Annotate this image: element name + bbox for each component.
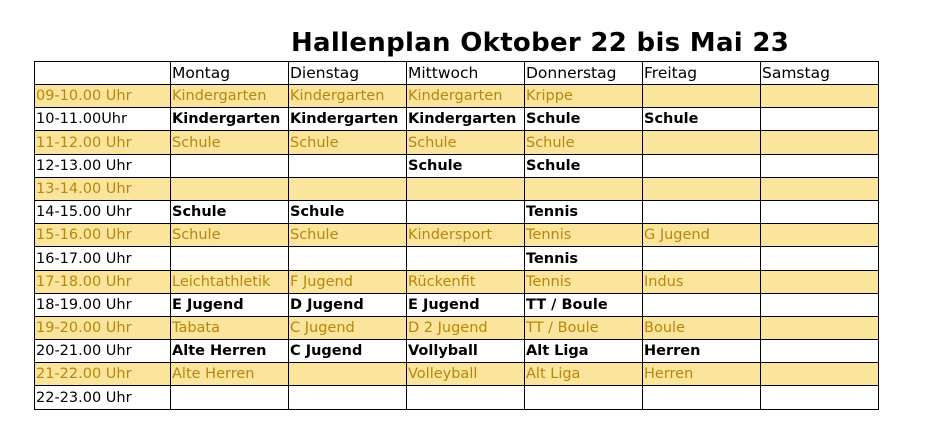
header-day: Montag bbox=[171, 62, 289, 85]
time-slot-cell: 13-14.00 Uhr bbox=[35, 177, 171, 200]
schedule-cell-dienstag: Kindergarten bbox=[289, 85, 407, 108]
schedule-cell-montag: Kindergarten bbox=[171, 85, 289, 108]
schedule-cell-mittwoch: Vollyball bbox=[407, 340, 525, 363]
schedule-cell-mittwoch bbox=[407, 247, 525, 270]
time-slot-cell: 15-16.00 Uhr bbox=[35, 224, 171, 247]
schedule-cell-mittwoch: E Jugend bbox=[407, 293, 525, 316]
schedule-cell-donnerstag bbox=[525, 177, 643, 200]
time-slot-cell: 21-22.00 Uhr bbox=[35, 363, 171, 386]
schedule-cell-freitag bbox=[643, 293, 761, 316]
schedule-cell-dienstag: C Jugend bbox=[289, 316, 407, 339]
schedule-cell-montag: Kindergarten bbox=[171, 108, 289, 131]
schedule-cell-montag bbox=[171, 177, 289, 200]
table-row bbox=[35, 177, 879, 200]
schedule-cell-freitag bbox=[643, 154, 761, 177]
schedule-cell-donnerstag: Schule bbox=[525, 154, 643, 177]
schedule-cell-donnerstag: Tennis bbox=[525, 224, 643, 247]
time-slot-cell: 18-19.00 Uhr bbox=[35, 293, 171, 316]
header-day: Donnerstag bbox=[525, 62, 643, 85]
schedule-cell-montag bbox=[171, 247, 289, 270]
table-row bbox=[35, 340, 879, 363]
schedule-cell-montag: Schule bbox=[171, 224, 289, 247]
time-slot-cell: 17-18.00 Uhr bbox=[35, 270, 171, 293]
schedule-cell-freitag bbox=[643, 386, 761, 409]
schedule-cell-dienstag bbox=[289, 363, 407, 386]
schedule-cell-dienstag: D Jugend bbox=[289, 293, 407, 316]
schedule-cell-mittwoch bbox=[407, 200, 525, 223]
schedule-cell-dienstag: Schule bbox=[289, 200, 407, 223]
schedule-cell-samstag bbox=[761, 316, 879, 339]
schedule-cell-freitag bbox=[643, 247, 761, 270]
schedule-cell-dienstag: F Jugend bbox=[289, 270, 407, 293]
schedule-cell-montag: Alte Herren bbox=[171, 340, 289, 363]
schedule-cell-mittwoch: Rückenfit bbox=[407, 270, 525, 293]
schedule-cell-donnerstag: Alt Liga bbox=[525, 340, 643, 363]
schedule-cell-freitag: Indus bbox=[643, 270, 761, 293]
table-header-row bbox=[35, 62, 879, 85]
schedule-cell-freitag bbox=[643, 200, 761, 223]
time-slot-cell: 22-23.00 Uhr bbox=[35, 386, 171, 409]
table-row bbox=[35, 270, 879, 293]
schedule-cell-freitag bbox=[643, 85, 761, 108]
schedule-cell-samstag bbox=[761, 247, 879, 270]
header-day: Dienstag bbox=[289, 62, 407, 85]
schedule-cell-samstag bbox=[761, 200, 879, 223]
schedule-cell-donnerstag: Schule bbox=[525, 131, 643, 154]
schedule-cell-montag: Alte Herren bbox=[171, 363, 289, 386]
header-corner-cell bbox=[35, 62, 171, 85]
header-day: Samstag bbox=[761, 62, 879, 85]
time-slot-cell: 12-13.00 Uhr bbox=[35, 154, 171, 177]
schedule-cell-samstag bbox=[761, 154, 879, 177]
schedule-cell-montag bbox=[171, 154, 289, 177]
schedule-cell-donnerstag: Tennis bbox=[525, 200, 643, 223]
table-row bbox=[35, 200, 879, 223]
schedule-table bbox=[34, 61, 879, 410]
schedule-cell-mittwoch: Volleyball bbox=[407, 363, 525, 386]
table-row bbox=[35, 85, 879, 108]
schedule-cell-samstag bbox=[761, 270, 879, 293]
schedule-cell-montag bbox=[171, 386, 289, 409]
schedule-cell-donnerstag: Alt Liga bbox=[525, 363, 643, 386]
schedule-cell-donnerstag: Tennis bbox=[525, 270, 643, 293]
schedule-cell-samstag bbox=[761, 386, 879, 409]
schedule-cell-dienstag bbox=[289, 177, 407, 200]
schedule-cell-mittwoch: Schule bbox=[407, 131, 525, 154]
table-row bbox=[35, 154, 879, 177]
time-slot-cell: 14-15.00 Uhr bbox=[35, 200, 171, 223]
schedule-cell-mittwoch bbox=[407, 386, 525, 409]
time-slot-cell: 10-11.00Uhr bbox=[35, 108, 171, 131]
time-slot-cell: 11-12.00 Uhr bbox=[35, 131, 171, 154]
page-title: Hallenplan Oktober 22 bis Mai 23 bbox=[291, 28, 790, 58]
schedule-cell-montag: Schule bbox=[171, 200, 289, 223]
schedule-cell-dienstag bbox=[289, 154, 407, 177]
schedule-cell-donnerstag: TT / Boule bbox=[525, 316, 643, 339]
schedule-cell-samstag bbox=[761, 363, 879, 386]
schedule-cell-freitag: Herren bbox=[643, 363, 761, 386]
schedule-cell-dienstag: Schule bbox=[289, 131, 407, 154]
schedule-cell-dienstag: C Jugend bbox=[289, 340, 407, 363]
schedule-cell-montag: Tabata bbox=[171, 316, 289, 339]
header-day: Mittwoch bbox=[407, 62, 525, 85]
table-row bbox=[35, 363, 879, 386]
schedule-cell-donnerstag: Schule bbox=[525, 108, 643, 131]
time-slot-cell: 20-21.00 Uhr bbox=[35, 340, 171, 363]
time-slot-cell: 16-17.00 Uhr bbox=[35, 247, 171, 270]
schedule-cell-mittwoch: D 2 Jugend bbox=[407, 316, 525, 339]
schedule-cell-dienstag bbox=[289, 247, 407, 270]
schedule-cell-donnerstag: Tennis bbox=[525, 247, 643, 270]
header-day: Freitag bbox=[643, 62, 761, 85]
schedule-cell-samstag bbox=[761, 85, 879, 108]
schedule-cell-mittwoch: Kindergarten bbox=[407, 108, 525, 131]
table-row bbox=[35, 131, 879, 154]
schedule-cell-mittwoch bbox=[407, 177, 525, 200]
schedule-cell-samstag bbox=[761, 177, 879, 200]
schedule-cell-samstag bbox=[761, 293, 879, 316]
schedule-cell-montag: Leichtathletik bbox=[171, 270, 289, 293]
table-row bbox=[35, 386, 879, 409]
schedule-cell-dienstag: Kindergarten bbox=[289, 108, 407, 131]
time-slot-cell: 19-20.00 Uhr bbox=[35, 316, 171, 339]
schedule-cell-donnerstag: TT / Boule bbox=[525, 293, 643, 316]
time-slot-cell: 09-10.00 Uhr bbox=[35, 85, 171, 108]
table-row bbox=[35, 108, 879, 131]
table-row bbox=[35, 224, 879, 247]
schedule-cell-samstag bbox=[761, 131, 879, 154]
schedule-cell-samstag bbox=[761, 108, 879, 131]
schedule-cell-freitag: Boule bbox=[643, 316, 761, 339]
schedule-cell-montag: E Jugend bbox=[171, 293, 289, 316]
schedule-cell-freitag: G Jugend bbox=[643, 224, 761, 247]
schedule-cell-freitag bbox=[643, 131, 761, 154]
schedule-cell-mittwoch: Kindergarten bbox=[407, 85, 525, 108]
schedule-cell-donnerstag: Krippe bbox=[525, 85, 643, 108]
schedule-cell-samstag bbox=[761, 224, 879, 247]
schedule-cell-dienstag: Schule bbox=[289, 224, 407, 247]
schedule-cell-mittwoch: Schule bbox=[407, 154, 525, 177]
schedule-cell-freitag: Schule bbox=[643, 108, 761, 131]
table-row bbox=[35, 293, 879, 316]
schedule-cell-freitag bbox=[643, 177, 761, 200]
schedule-cell-montag: Schule bbox=[171, 131, 289, 154]
schedule-cell-dienstag bbox=[289, 386, 407, 409]
table-row bbox=[35, 247, 879, 270]
schedule-cell-donnerstag bbox=[525, 386, 643, 409]
schedule-cell-freitag: Herren bbox=[643, 340, 761, 363]
schedule-cell-mittwoch: Kindersport bbox=[407, 224, 525, 247]
schedule-cell-samstag bbox=[761, 340, 879, 363]
table-row bbox=[35, 316, 879, 339]
